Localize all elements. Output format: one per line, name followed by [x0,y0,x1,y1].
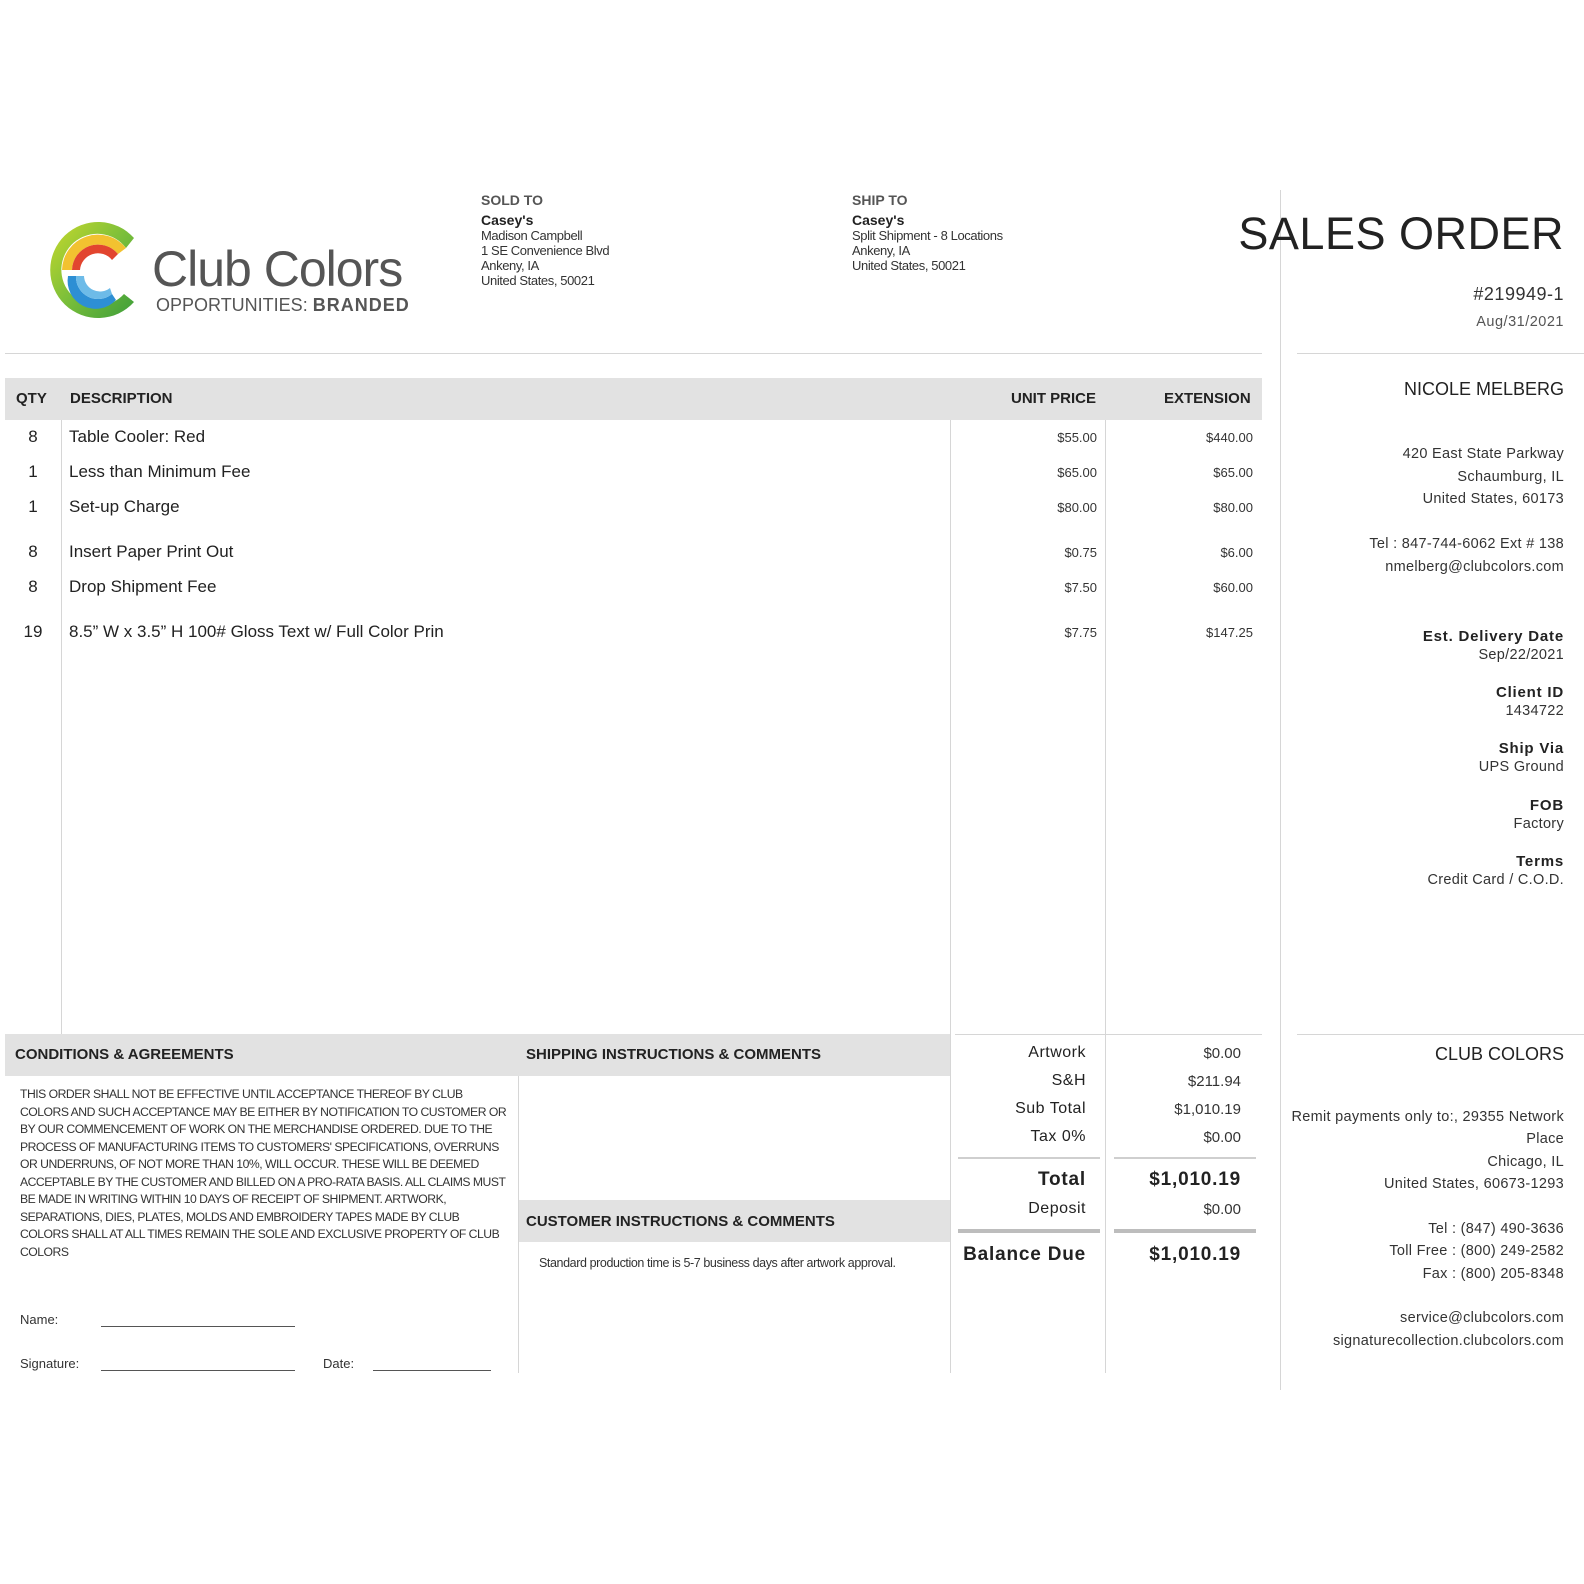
row-unit-price: $7.50 [1064,580,1097,595]
conditions-title: CONDITIONS & AGREEMENTS [15,1046,234,1063]
club-colors-logo-mark [38,214,150,326]
artwork-value: $0.00 [1203,1045,1241,1062]
total-rule [958,1157,1100,1159]
company-city: Chicago, IL [1487,1154,1564,1170]
ship-to-line: Ankeny, IA [852,243,910,258]
signature-field[interactable] [101,1370,295,1371]
right-column-divider [1280,190,1281,1390]
signature-label: Signature: [20,1356,80,1371]
ship-to-line: Split Shipment - 8 Locations [852,228,1003,243]
order-number: #219949-1 [1473,284,1564,304]
company-remit-line: Place [1526,1131,1564,1147]
row-description: Table Cooler: Red [69,427,206,446]
artwork-label: Artwork [1028,1044,1086,1061]
subtotal-label: Sub Total [1015,1100,1086,1117]
total-label: Total [1038,1169,1086,1190]
sold-to-line: Ankeny, IA [481,258,539,273]
date-field[interactable] [373,1370,491,1371]
row-unit-price: $55.00 [1057,430,1097,445]
sold-to-block [481,192,609,288]
document-title: SALES ORDER [1238,208,1564,259]
qty-column-header: QTY [16,390,47,407]
extension-column-divider [1105,420,1106,1373]
sold-to-heading: SOLD TO [481,192,543,208]
balance-due-value: $1,010.19 [1149,1244,1241,1265]
row-description: Insert Paper Print Out [69,542,234,561]
logo-wordmark: Club Colors [152,241,403,297]
ship-via-value: UPS Ground [1478,759,1564,775]
company-country: United States, 60673-1293 [1383,1176,1564,1192]
row-extension: $440.00 [1206,430,1253,445]
company-remit-line: Remit payments only to:, 29355 Network [1291,1109,1564,1125]
company-toll-free: Toll Free : (800) 249-2582 [1389,1243,1564,1259]
row-qty: 8 [28,542,38,561]
rep-address-line: 420 East State Parkway [1402,446,1564,462]
row-qty: 19 [23,622,43,641]
rep-address-line: United States, 60173 [1422,491,1564,507]
terms-value: Credit Card / C.O.D. [1427,872,1564,888]
sold-to-line: United States, 50021 [481,273,595,288]
total-value: $1,010.19 [1149,1169,1241,1190]
row-unit-price: $80.00 [1057,500,1097,515]
row-unit-price: $0.75 [1064,545,1097,560]
rep-phone: Tel : 847-744-6062 Ext # 138 [1369,536,1564,552]
unit-price-column-header: UNIT PRICE [1011,390,1097,407]
sold-to-line: 1 SE Convenience Blvd [481,243,610,258]
sold-to-name: Casey's [481,212,534,228]
company-website[interactable]: signaturecollection.clubcolors.com [1332,1333,1564,1349]
company-fax: Fax : (800) 205-8348 [1422,1266,1564,1282]
ship-to-heading: SHIP TO [852,192,908,208]
delivery-date-label: Est. Delivery Date [1422,628,1564,645]
totals-top-divider [955,1034,1262,1035]
ship-to-name: Casey's [852,212,905,228]
ship-to-line: United States, 50021 [852,258,966,273]
row-qty: 1 [28,462,38,481]
description-column-header: DESCRIPTION [70,390,173,407]
rep-address-line: Schaumburg, IL [1457,469,1564,485]
row-extension: $147.25 [1206,625,1253,640]
balance-due-label: Balance Due [963,1244,1086,1265]
fob-value: Factory [1513,816,1564,832]
deposit-label: Deposit [1028,1200,1086,1217]
company-phone: Tel : (847) 490-3636 [1428,1221,1564,1237]
row-description: Set-up Charge [69,497,180,516]
customer-instructions-text: Standard production time is 5-7 business days after artwork approval. [539,1256,896,1270]
customer-instructions-title: CUSTOMER INSTRUCTIONS & COMMENTS [526,1213,835,1230]
shipping-instructions-title: SHIPPING INSTRUCTIONS & COMMENTS [526,1046,822,1063]
shipping-handling-value: $211.94 [1187,1073,1241,1090]
company-email[interactable]: service@clubcolors.com [1400,1310,1564,1326]
row-qty: 1 [28,497,38,516]
qty-column-divider [61,420,62,1034]
row-qty: 8 [28,577,38,596]
balance-rule [958,1229,1100,1233]
row-extension: $6.00 [1220,545,1253,560]
terms-label: Terms [1516,853,1564,870]
fob-label: FOB [1529,797,1564,814]
logo-tagline: OPPORTUNITIES: BRANDED [156,295,410,315]
client-id-label: Client ID [1495,684,1564,701]
row-description: Less than Minimum Fee [69,462,251,481]
deposit-value: $0.00 [1203,1201,1241,1218]
row-description: Drop Shipment Fee [69,577,217,596]
header-divider [5,353,1262,354]
row-description: 8.5” W x 3.5” H 100# Gloss Text w/ Full Color Prin [69,622,444,641]
tax-value: $0.00 [1203,1129,1241,1146]
date-label: Date: [323,1356,355,1371]
tax-label: Tax 0% [1030,1128,1086,1145]
row-extension: $80.00 [1213,500,1253,515]
company-name: CLUB COLORS [1434,1044,1564,1064]
rep-name: NICOLE MELBERG [1403,379,1564,399]
order-date: Aug/31/2021 [1476,314,1564,330]
right-header-divider [1297,353,1584,354]
total-rule [1114,1157,1256,1159]
shipping-handling-label: S&H [1051,1072,1086,1089]
subtotal-value: $1,010.19 [1174,1101,1241,1118]
balance-rule [1114,1229,1256,1233]
price-column-divider [950,420,951,1373]
row-extension: $65.00 [1213,465,1253,480]
rep-email[interactable]: nmelberg@clubcolors.com [1385,559,1564,575]
row-unit-price: $7.75 [1064,625,1097,640]
sold-to-line: Madison Campbell [481,228,583,243]
delivery-date-value: Sep/22/2021 [1478,647,1564,663]
extension-column-header: EXTENSION [1164,390,1251,407]
name-label: Name: [20,1312,59,1327]
name-field[interactable] [101,1326,295,1327]
ship-to-block [852,192,1003,273]
row-qty: 8 [28,427,38,446]
ship-via-label: Ship Via [1498,740,1564,757]
client-id-value: 1434722 [1505,703,1564,719]
row-unit-price: $65.00 [1057,465,1097,480]
conditions-text: THIS ORDER SHALL NOT BE EFFECTIVE UNTIL ACCEPTANCE THEREOF BY CLUB COLORS AND SUCH ACCEPTANCE MAY BE EITHER BY NOTIFICATION TO CUSTOMER OR BY OUR COMMENCEMENT OF WORK ON THE MERCHANDISE ORDERED. DUE TO THE PROCESS OF MANUFACTURING ITEMS TO CUSTOMERS' SPECIFICATIONS, OVERRUNS OR UNDERRUNS, OF NOT MORE THAN 10%, WILL OCCUR. THESE WILL BE DEEMED ACCEPTABLE BY THE CUSTOMER AND BILLED ON A PRO-RATA BASIS. ALL CLAIMS MUST BE MADE IN WRITING WITHIN 10 DAYS OF RECEIPT OF SHIPMENT. ARTWORK, SEPARATIONS, DIES, PLATES, MOLDS AND EMBROIDERY TAPES MADE BY CLUB COLORS SHALL AT ALL TIMES REMAIN THE SOLE AND EXCLUSIVE PROPERTY OF CLUB COLORS [20,1087,507,1259]
company-divider [1297,1034,1584,1035]
row-extension: $60.00 [1213,580,1253,595]
